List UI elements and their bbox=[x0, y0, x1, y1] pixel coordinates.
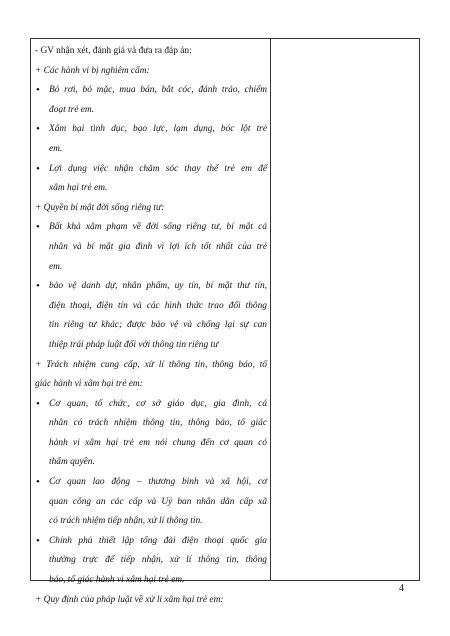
student-activity-column bbox=[271, 39, 419, 580]
bullet-item: • Cơ quan lao động – thương binh và xã hội, cơ bbox=[35, 473, 267, 493]
content-table bbox=[30, 38, 420, 605]
bullet-continuation: nhân và bí mật gia đình vì lợi ích tốt nhất của trẻ bbox=[49, 241, 267, 252]
bullet-item: • Lợi dụng việc nhận chăm sóc thay thế trẻ em để bbox=[35, 160, 267, 180]
teacher-activity-column bbox=[35, 42, 267, 610]
bullet-continuation: đoạt trẻ em. bbox=[49, 104, 95, 115]
bullet-continuation: nhân có trách nhiệm thông tin, thông báo, tố giác bbox=[49, 418, 267, 429]
bullet-item: • Cơ quan, tổ chức, cơ sở giáo dục, gia đình, cá bbox=[35, 395, 267, 415]
bullet-continuation: quan công an các cấp và Uỷ ban nhân dân cấp xã bbox=[49, 496, 267, 507]
section-heading-prohibited-acts: + Các hành vi bị nghiêm cấm: bbox=[35, 65, 150, 76]
bullet-continuation: em. bbox=[49, 143, 63, 154]
bullet-continuation: xâm hại trẻ em. bbox=[49, 183, 108, 194]
bullet-continuation: em. bbox=[49, 261, 63, 272]
section-heading-continuation: giác hành vi xâm hại trẻ em: bbox=[35, 379, 143, 390]
bullet-continuation: hành vi xâm hại trẻ em nói chung đến cơ quan có bbox=[49, 437, 267, 448]
bullet-continuation: báo, tố giác hành vi xâm hại trẻ em. bbox=[49, 575, 185, 586]
bullet-item: • Chính phủ thiết lập tổng đài điện thoại quốc gia bbox=[35, 532, 267, 552]
section-heading-legal: + Quy định của pháp luật về xử lí xâm hại trẻ em: bbox=[35, 594, 224, 605]
bullet-item: • Bất khả xâm phạm về đời sống riêng tư, bí mật cá bbox=[35, 218, 267, 238]
bullet-continuation: có trách nhiệm tiếp nhận, xử lí thông tin. bbox=[49, 516, 203, 527]
page-number: 4 bbox=[399, 583, 404, 594]
bullet-continuation: thường trực để tiếp nhận, xử lí thông tin, thông bbox=[49, 555, 267, 566]
bullet-continuation: điện thoại, điện tín và các hình thức trao đổi thông bbox=[49, 300, 267, 311]
text-line: - GV nhận xét, đánh giá và đưa ra đáp án: bbox=[35, 46, 192, 56]
bullet-continuation: thẩm quyền. bbox=[49, 457, 95, 468]
section-heading-reporting: + Trách nhiệm cung cấp, xử lí thông tin, thông báo, tố bbox=[35, 359, 267, 370]
bullet-continuation: tin riêng tư khác; được bảo vệ và chống lại sự can bbox=[49, 320, 267, 331]
section-heading-privacy: + Quyền bí mật đời sống riêng tư: bbox=[35, 202, 165, 213]
bullet-item: • Xâm hại tình dục, bạo lực, lạm dụng, bóc lột trẻ bbox=[35, 120, 267, 140]
bullet-continuation: thiệp trái pháp luật đối với thông tin riêng tư bbox=[49, 339, 219, 350]
bullet-item: • Bỏ rơi, bỏ mặc, mua bán, bắt cóc, đánh tráo, chiếm bbox=[35, 81, 267, 101]
bullet-item: • bảo vệ danh dự, nhân phẩm, uy tín, bí mật thư tín, bbox=[35, 277, 267, 297]
